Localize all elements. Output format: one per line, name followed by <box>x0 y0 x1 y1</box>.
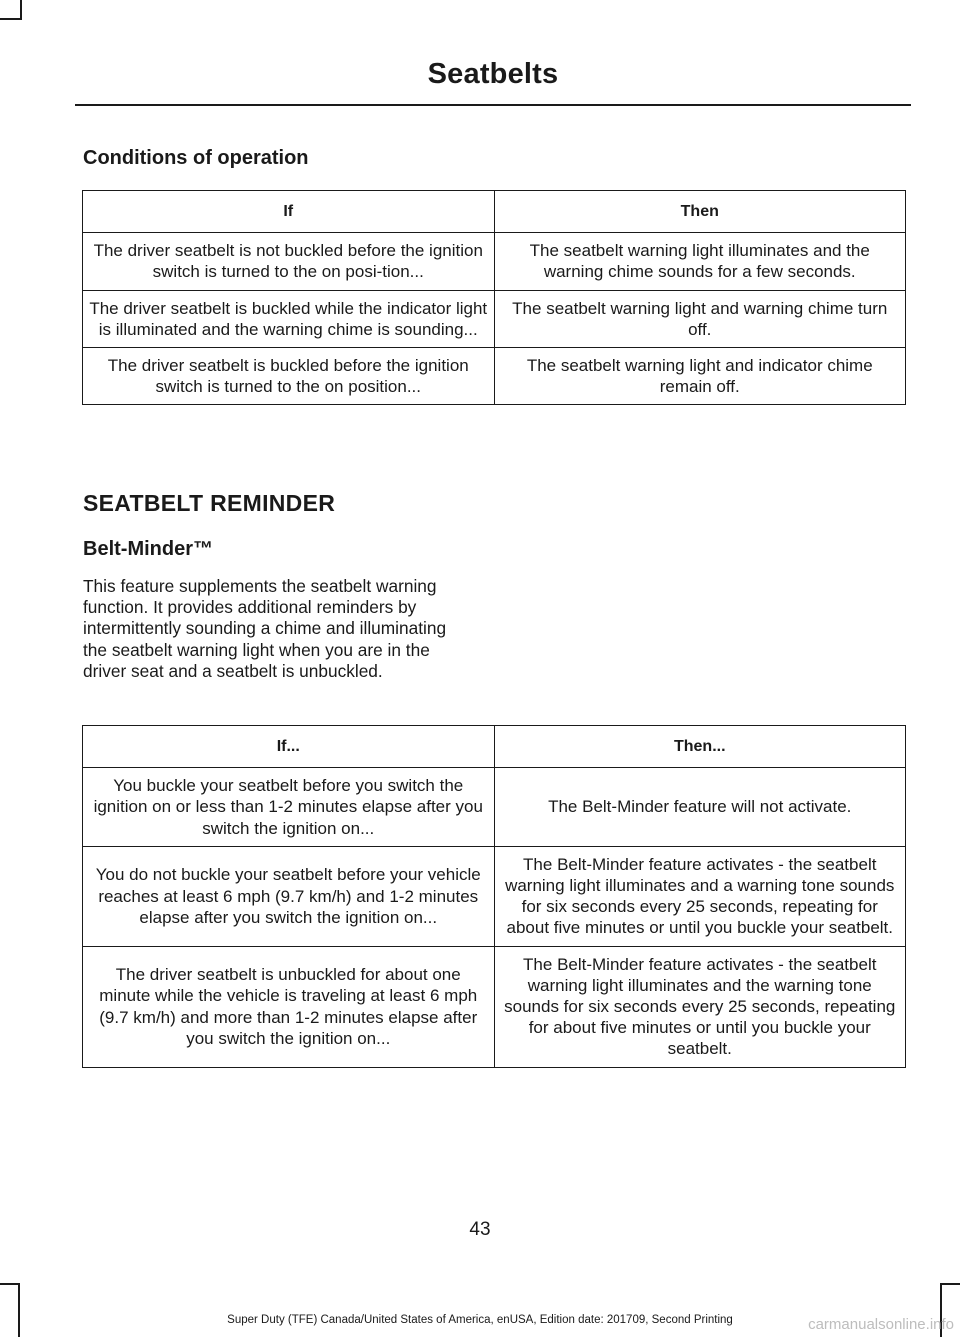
body-paragraph: This feature supplements the seatbelt warning function. It provides additional reminders by intermittently sounding a chime and illuminating the seatbelt warning light when you are in the driver seat and a seatbelt is unbuckled. <box>83 576 447 681</box>
cell-then: The Belt-Minder feature activates - the seatbelt warning light illuminates and a warning tone sounds for six seconds every 25 seconds, repeating for about five minutes or until you buckle your seatbelt. <box>494 846 906 946</box>
table-header-row <box>83 191 906 233</box>
crop-mark-top-left <box>20 0 22 20</box>
cell-if: The driver seatbelt is not buckled before the ignition switch is turned to the on posi-tion... <box>83 233 495 290</box>
cell-then: The seatbelt warning light illuminates and the warning chime sounds for a few seconds. <box>494 233 906 290</box>
column-header-if: If <box>83 191 495 233</box>
column-header-if: If... <box>83 726 495 768</box>
cell-then: The Belt-Minder feature will not activate. <box>494 768 906 847</box>
edition-footer: Super Duty (TFE) Canada/United States of America, enUSA, Edition date: 201709, Second Printing <box>227 1314 733 1326</box>
cell-if: You buckle your seatbelt before you switch the ignition on or less than 1-2 minutes elapse after you switch the ignition on... <box>83 768 495 847</box>
watermark: carmanualsonline.info <box>808 1316 954 1333</box>
table-row <box>83 768 906 847</box>
conditions-heading: Conditions of operation <box>83 147 309 169</box>
table-row <box>83 946 906 1067</box>
conditions-table <box>82 190 906 405</box>
cell-then: The seatbelt warning light and warning chime turn off. <box>494 290 906 347</box>
crop-mark-bottom-left <box>0 1283 20 1285</box>
crop-mark-bottom-right <box>940 1283 960 1285</box>
column-header-then: Then... <box>494 726 906 768</box>
cell-then: The Belt-Minder feature activates - the seatbelt warning light illuminates and the warning tone sounds for six seconds every 25 seconds, repeating for about five minutes or until you buckle your seatbelt. <box>494 946 906 1067</box>
header-rule <box>75 104 911 106</box>
table-header-row <box>83 726 906 768</box>
table-row <box>83 290 906 347</box>
page-number: 43 <box>469 1219 491 1240</box>
table-row <box>83 348 906 405</box>
cell-then: The seatbelt warning light and indicator chime remain off. <box>494 348 906 405</box>
crop-mark-bottom-left <box>18 1283 20 1337</box>
crop-mark-top-left <box>0 18 22 20</box>
cell-if: The driver seatbelt is buckled while the indicator light is illuminated and the warning chime is sounding... <box>83 290 495 347</box>
cell-if: The driver seatbelt is unbuckled for about one minute while the vehicle is traveling at least 6 mph (9.7 km/h) and more than 1-2 minutes elapse after you switch the ignition on... <box>83 946 495 1067</box>
table-row <box>83 846 906 946</box>
cell-if: You do not buckle your seatbelt before your vehicle reaches at least 6 mph (9.7 km/h) and 1-2 minutes elapse after you switch the ignition on... <box>83 846 495 946</box>
section-heading: SEATBELT REMINDER <box>83 490 336 516</box>
table-row <box>83 233 906 290</box>
cell-if: The driver seatbelt is buckled before the ignition switch is turned to the on position... <box>83 348 495 405</box>
column-header-then: Then <box>494 191 906 233</box>
belt-minder-table <box>82 725 906 1068</box>
subsection-heading: Belt-Minder™ <box>83 538 213 560</box>
page-title: Seatbelts <box>427 58 559 90</box>
